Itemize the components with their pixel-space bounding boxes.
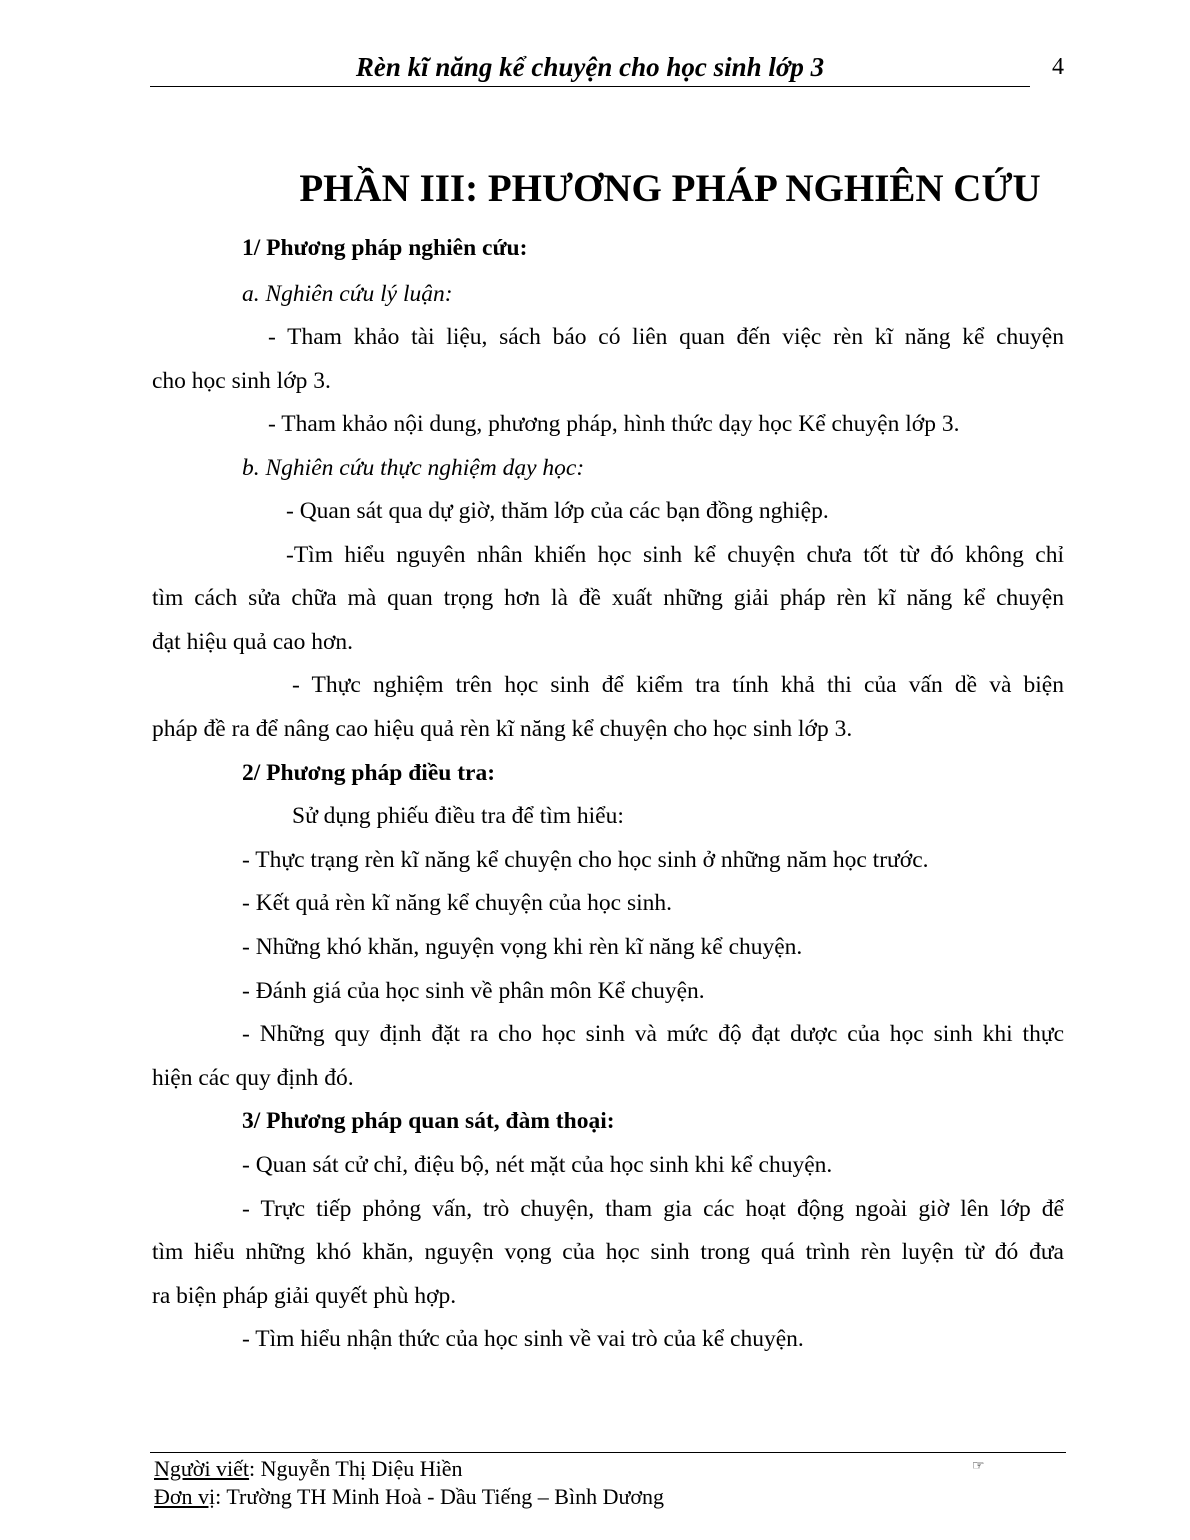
- footer-unit: [154, 1484, 664, 1510]
- paragraph-line: tìm cách sửa chữa mà quan trọng hơn là đề xuất những giải pháp rèn kĩ năng kể chuyện: [152, 585, 1064, 611]
- section-heading: PHẦN III: PHƯƠNG PHÁP NGHIÊN CỨU: [299, 167, 1041, 210]
- paragraph-line: - Thực trạng rèn kĩ năng kể chuyện cho học sinh ở những năm học trước.: [242, 847, 929, 873]
- subheading-research-method: 1/ Phương pháp nghiên cứu:: [242, 235, 528, 261]
- paragraph-line: - Kết quả rèn kĩ năng kể chuyện của học sinh.: [242, 890, 673, 916]
- subheading-observation: 3/ Phương pháp quan sát, đàm thoại:: [242, 1108, 615, 1134]
- subheading-survey: 2/ Phương pháp điều tra:: [242, 760, 496, 786]
- paragraph-line: cho học sinh lớp 3.: [152, 368, 331, 394]
- header-title: Rèn kĩ năng kể chuyện cho học sinh lớp 3: [355, 52, 825, 82]
- paragraph-line: hiện các quy định đó.: [152, 1065, 354, 1091]
- subheading-theory: a. Nghiên cứu lý luận:: [242, 281, 453, 307]
- footer-author: [154, 1456, 463, 1482]
- paragraph-line: tìm hiểu những khó khăn, nguyện vọng của học sinh trong quá trình rèn luyện từ đó đưa: [152, 1239, 1064, 1265]
- paragraph-line: - Những khó khăn, nguyện vọng khi rèn kĩ năng kể chuyện.: [242, 934, 803, 960]
- unit-name: : Trường TH Minh Hoà - Dầu Tiếng – Bình Dương: [215, 1484, 665, 1509]
- paragraph-line: - Đánh giá của học sinh về phân môn Kể chuyện.: [242, 978, 705, 1004]
- paragraph-line: - Tìm hiểu nhận thức của học sinh về vai trò của kể chuyện.: [242, 1326, 804, 1352]
- paragraph-line: pháp đề ra để nâng cao hiệu quả rèn kĩ năng kể chuyện cho học sinh lớp 3.: [152, 716, 853, 742]
- paragraph-line: - Quan sát qua dự giờ, thăm lớp của các bạn đồng nghiệp.: [286, 498, 829, 524]
- author-name: : Nguyễn Thị Diệu Hiền: [249, 1456, 463, 1481]
- paragraph-line: - Tham khảo nội dung, phương pháp, hình thức dạy học Kể chuyện lớp 3.: [268, 411, 960, 437]
- paragraph-line: -Tìm hiểu nguyên nhân khiến học sinh kể chuyện chưa tốt từ đó không chỉ: [286, 542, 1064, 568]
- paragraph-line: - Trực tiếp phỏng vấn, trò chuyện, tham gia các hoạt động ngoài giờ lên lớp để: [242, 1196, 1064, 1222]
- paragraph-line: - Thực nghiệm trên học sinh để kiểm tra tính khả thi của vấn dề và biện: [292, 672, 1064, 698]
- author-label: Người viết: [154, 1456, 250, 1481]
- paragraph-line: - Tham khảo tài liệu, sách báo có liên quan đến việc rèn kĩ năng kể chuyện: [268, 324, 1064, 350]
- subheading-experiment: b. Nghiên cứu thực nghiệm dạy học:: [242, 455, 585, 481]
- paragraph-line: ra biện pháp giải quyết phù hợp.: [152, 1283, 457, 1309]
- page-number: 4: [1052, 54, 1064, 80]
- paragraph-line: - Quan sát cử chỉ, điệu bộ, nét mặt của học sinh khi kể chuyện.: [242, 1152, 833, 1178]
- pointing-hand-icon: ☞: [972, 1459, 985, 1474]
- footer-divider: [150, 1452, 1066, 1453]
- paragraph-line: đạt hiệu quả cao hơn.: [152, 629, 354, 655]
- unit-label: Đơn vị: [154, 1484, 216, 1509]
- paragraph-line: - Những quy định đặt ra cho học sinh và mức độ đạt dược của học sinh khi thực: [242, 1021, 1064, 1047]
- paragraph-line: Sử dụng phiếu điều tra để tìm hiểu:: [292, 803, 624, 829]
- header-divider: [150, 86, 1030, 87]
